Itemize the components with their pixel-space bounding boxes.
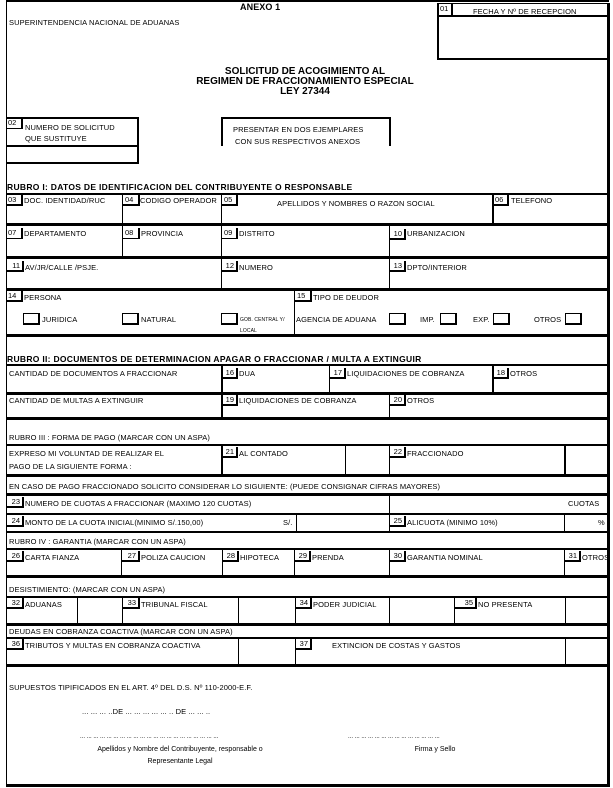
checkbox-cell-extincion[interactable] [565, 639, 566, 664]
field-35-number: 35 [455, 598, 477, 609]
field-23-number: 23 [6, 497, 24, 508]
field-25-number: 25 [390, 516, 406, 527]
field-15-number: 15 [295, 291, 312, 302]
rubro2-documents-label: CANTIDAD DE DOCUMENTOS A FRACCIONAR [9, 369, 178, 378]
field-08-number: 08 [123, 228, 140, 239]
deudor-agencia-label: AGENCIA DE ADUANA [296, 315, 377, 324]
field-37-number: 37 [296, 639, 312, 650]
legal-reference: SUPUESTOS TIPIFICADOS EN EL ART. 4º DEL D.S. Nº 110-2000-E.F. [9, 683, 253, 692]
reception-number: 01 [438, 4, 453, 15]
field-32-number: 32 [6, 598, 24, 609]
field-26-label: CARTA FIANZA [25, 553, 80, 562]
notice-line-2: CON SUS RESPECTIVOS ANEXOS [235, 137, 361, 146]
field-03-number: 03 [6, 195, 23, 206]
field-03-label: DOC. IDENTIDAD/RUC [24, 196, 106, 205]
reception-label: FECHA Y Nº DE RECEPCION [473, 7, 577, 16]
field-19-number: 19 [222, 395, 238, 406]
field-22-label: FRACCIONADO [407, 449, 464, 458]
row-divider [6, 575, 609, 578]
annex-label: ANEXO 1 [240, 2, 281, 12]
field-33-number: 33 [123, 598, 140, 609]
field-31-number: 31 [565, 551, 581, 562]
rubro3-top-line [6, 444, 609, 446]
persona-juridica-checkbox[interactable] [23, 313, 40, 325]
cobranza-title: DEUDAS EN COBRANZA COACTIVA (MARCAR CON UN ASPA) [9, 627, 233, 636]
field-07-number: 07 [6, 228, 23, 239]
deudor-imp-checkbox[interactable] [440, 313, 457, 325]
field-24-number: 24 [6, 516, 24, 527]
field-31-label: OTROS [582, 553, 610, 562]
field-27-label: POLIZA CAUCION [141, 553, 206, 562]
persona-natural-label: NATURAL [141, 315, 177, 324]
deudor-exp-checkbox[interactable] [493, 313, 510, 325]
field-36-label: TRIBUTOS Y MULTAS EN COBRANZA COACTIVA [25, 641, 201, 650]
signature-label-right: Firma y Sello [414, 746, 456, 753]
field-21-number: 21 [222, 447, 238, 458]
signature-label-left-2: Representante Legal [147, 758, 213, 765]
field-21-label: AL CONTADO [239, 449, 288, 458]
signature-dots-left[interactable]: ... ... ... ... ... ... ... ... ... ... ... ... ... ... ... ... ... ... ... ... ... [80, 734, 219, 740]
deudor-imp-label: IMP. [420, 315, 435, 324]
replace-request-number: 02 [6, 118, 23, 129]
field-35-label: NO PRESENTA [478, 600, 533, 609]
rubro2-multas-label: CANTIDAD DE MULTAS A EXTINGUIR [9, 396, 144, 405]
desistimiento-title: DESISTIMIENTO: (MARCAR CON UN ASPA) [9, 585, 166, 594]
title-line-3: LEY 27344 [280, 86, 330, 97]
row-divider [6, 256, 609, 259]
field-18-label: OTROS [510, 369, 538, 378]
rubro3-intro-2: PAGO DE LA SIGUIENTE FORMA : [9, 462, 132, 471]
checkbox-cell-fraccionado[interactable] [564, 446, 566, 474]
monto-input[interactable] [296, 515, 297, 532]
field-10-label: URBANIZACION [407, 229, 465, 238]
row-divider [6, 623, 609, 626]
field-16-number: 16 [222, 368, 238, 379]
field-28-label: HIPOTECA [240, 553, 280, 562]
field-05-label: APELLIDOS Y NOMBRES O RAZON SOCIAL [277, 199, 435, 208]
field-23-label: NUMERO DE CUOTAS A FRACCIONAR (MAXIMO 120 CUOTAS) [25, 499, 252, 508]
row-divider [6, 417, 609, 420]
signature-label-left-1: Apellidos y Nombre del Contribuyente, responsable o [97, 746, 263, 753]
field-19-label: LIQUIDACIONES DE COBRANZA [239, 396, 357, 405]
field-05-number: 05 [222, 195, 238, 206]
deudor-agencia-checkbox[interactable] [389, 313, 406, 325]
field-37-label: EXTINCION DE COSTAS Y GASTOS [332, 641, 461, 650]
field-17-number: 17 [330, 368, 346, 379]
rubro3-title: RUBRO III : FORMA DE PAGO (MARCAR CON UN ASPA) [9, 433, 211, 442]
field-34-number: 34 [296, 598, 312, 609]
field-26-number: 26 [6, 551, 24, 562]
field-04-number: 04 [123, 195, 140, 206]
field-09-number: 09 [222, 228, 238, 239]
checkbox-cell-contado[interactable] [345, 446, 346, 474]
monto-unit: S/. [283, 518, 293, 527]
frame-top [6, 0, 609, 2]
field-36-number: 36 [6, 639, 24, 650]
checkbox-cell-poder[interactable] [389, 598, 390, 623]
field-25-label: ALICUOTA (MINIMO 10%) [407, 518, 498, 527]
rubro2-top-line [6, 364, 609, 366]
field-18-number: 18 [493, 368, 509, 379]
persona-juridica-label: JURIDICA [42, 315, 78, 324]
field-15-label: TIPO DE DEUDOR [313, 293, 379, 302]
row-divider [6, 223, 609, 226]
alicuota-input[interactable] [564, 515, 565, 532]
field-30-label: GARANTIA NOMINAL [407, 553, 483, 562]
field-10-number: 10 [390, 229, 406, 240]
cuotas-unit: CUOTAS [568, 499, 600, 508]
rubro3-note: EN CASO DE PAGO FRACCIONADO SOLICITO CONSIDERAR LO SIGUIENTE: (PUEDE CONSIGNAR CIFRAS MAYORES) [9, 482, 441, 491]
field-11-label: AV/JR/CALLE /PSJE. [25, 263, 99, 272]
field-24-label: MONTO DE LA CUOTA INICIAL(MINIMO S/.150,00) [25, 518, 204, 527]
row-divider [6, 474, 609, 477]
row-divider [6, 664, 609, 667]
row-divider [6, 531, 609, 533]
field-28-number: 28 [223, 551, 239, 562]
field-14-number: 14 [6, 291, 23, 302]
persona-gobierno-label: GOB. CENTRAL Y/ [240, 317, 285, 323]
rubro2-title: RUBRO II: DOCUMENTOS DE DETERMINACION APAGAR O FRACCIONAR / MULTA A EXTINGUIR [7, 354, 422, 364]
rubro1-title: RUBRO I: DATOS DE IDENTIFICACION DEL CONTRIBUYENTE O RESPONSABLE [7, 182, 353, 192]
checkbox-cell-tribunal[interactable] [238, 598, 239, 623]
agency-name: SUPERINTENDENCIA NACIONAL DE ADUANAS [9, 18, 180, 27]
date-line: ... ... ... ..DE ... ... ... ... ... .. DE ... ... .. [82, 707, 211, 716]
field-32-label: ADUANAS [25, 600, 62, 609]
field-07-label: DEPARTAMENTO [24, 229, 87, 238]
rubro3-intro-1: EXPRESO MI VOLUNTAD DE REALIZAR EL [9, 449, 164, 458]
signature-dots-right[interactable]: ... ... ... ... ... ... ... ... ... ... ... ... ... ... [348, 734, 440, 740]
field-09-label: DISTRITO [239, 229, 275, 238]
checkbox-cell-tributos[interactable] [238, 639, 239, 664]
field-06-label: TELEFONO [511, 196, 553, 205]
deudor-otros-checkbox[interactable] [565, 313, 582, 325]
replace-request-label-2: QUE SUSTITUYE [25, 134, 87, 143]
rubro4-top-line [6, 548, 609, 550]
field-22-number: 22 [390, 447, 406, 458]
field-17-label: LIQUIDACIONES DE COBRANZA [347, 369, 465, 378]
field-33-label: TRIBUNAL FISCAL [141, 600, 208, 609]
row-divider [6, 513, 609, 515]
field-34-label: PODER JUDICIAL [313, 600, 377, 609]
row-divider [6, 334, 609, 337]
field-13-label: DPTO/INTERIOR [407, 263, 467, 272]
notice-line-1: PRESENTAR EN DOS EJEMPLARES [233, 125, 364, 134]
field-12-label: NUMERO [239, 263, 273, 272]
field-06-number: 06 [493, 195, 509, 206]
persona-gobierno-checkbox[interactable] [221, 313, 238, 325]
deudor-otros-label: OTROS [534, 315, 562, 324]
field-20-label: OTROS [407, 396, 435, 405]
deudor-exp-label: EXP. [473, 315, 490, 324]
field-11-number: 11 [6, 261, 24, 272]
alicuota-unit: % [598, 518, 605, 527]
field-04-label: CODIGO OPERADOR [140, 196, 217, 205]
field-08-label: PROVINCIA [141, 229, 184, 238]
replace-request-label-1: NUMERO DE SOLICITUD [25, 123, 115, 132]
frame-bottom [6, 784, 610, 787]
checkbox-cell-aduanas[interactable] [77, 598, 78, 623]
field-13-number: 13 [390, 261, 406, 272]
replace-request-divider [6, 145, 139, 147]
field-20-number: 20 [390, 395, 406, 406]
field-12-number: 12 [222, 261, 238, 272]
cuotas-input[interactable] [389, 495, 390, 513]
field-29-number: 29 [295, 551, 311, 562]
row-divider [6, 493, 609, 496]
persona-natural-checkbox[interactable] [122, 313, 139, 325]
title-line-1: SOLICITUD DE ACOGIMIENTO AL [224, 66, 386, 77]
field-16-label: DUA [239, 369, 256, 378]
field-27-number: 27 [122, 551, 140, 562]
rubro4-title: RUBRO IV : GARANTIA (MARCAR CON UN ASPA) [9, 537, 186, 546]
checkbox-cell-no-presenta[interactable] [565, 598, 566, 623]
rubro1-top-line [6, 193, 609, 195]
field-30-number: 30 [390, 551, 406, 562]
row-divider [6, 392, 609, 395]
frame-right [607, 57, 610, 787]
title-line-2: REGIMEN DE FRACCIONAMIENTO ESPECIAL [196, 76, 414, 87]
field-29-label: PRENDA [312, 553, 344, 562]
field-14-label: PERSONA [24, 293, 62, 302]
persona-gobierno-label-2: LOCAL [240, 328, 257, 334]
